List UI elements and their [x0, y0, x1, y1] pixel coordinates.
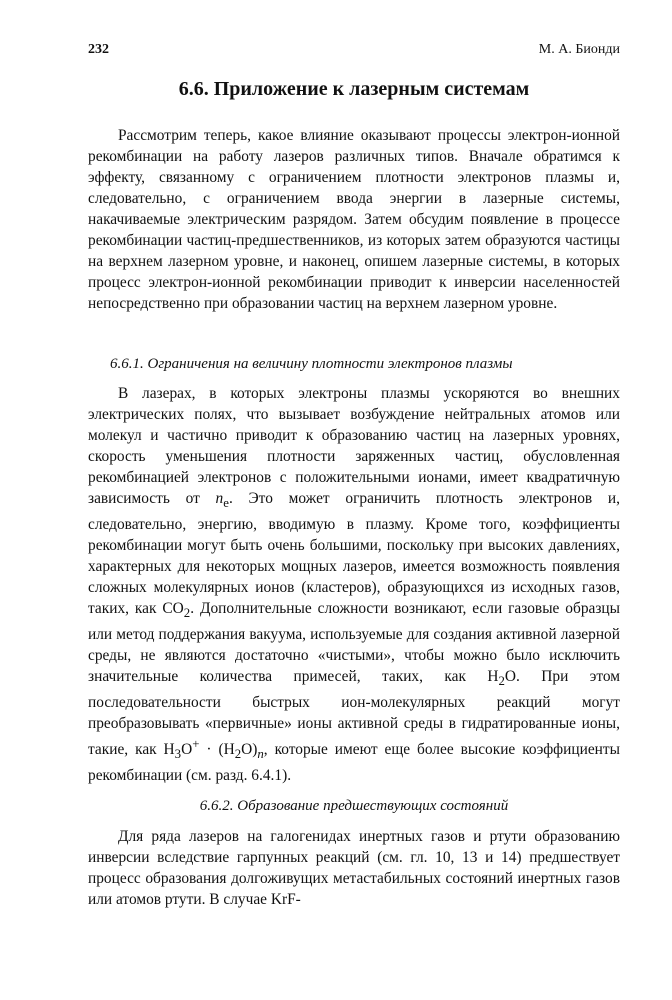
- text-chunk: . Это может ограничить плотность электронов и, следовательно, энергию, вводимую в плазму. Кроме того, коэффициенты рекомбинации могут быть очень большими, поскольку при высоких давлениях, характерных для некоторых мощных лазеров, имеется возможность появления сложных молекулярных ионов (кластеров), образующихся из исходных газов, таких, как CO: [88, 490, 620, 618]
- subsection-title-6-6-2: 6.6.2. Образование предшествующих состояний: [199, 798, 509, 814]
- text-chunk: O: [181, 741, 193, 759]
- page-header: [88, 42, 620, 64]
- subscript-h3o: 3: [174, 747, 182, 762]
- subscript-e: e: [223, 496, 229, 511]
- page-number: 232: [88, 42, 109, 57]
- paragraph-intro: Рассмотрим теперь, какое влияние оказывают процессы электрон-ионной рекомбинации на работу лазеров различных типов. Вначале обратимся к эффекту, связанному с ограничением плотности электронов плазмы и, следовательно, с ограничением ввода энергии в лазерные системы, накачиваемые электрическим разрядом. Затем обсудим появление в процессе рекомбинации частиц-предшественников, из которых затем образуются частицы на верхнем лазерном уровне, и наконец, опишем лазерные системы, в которых процесс электрон-ионной рекомбинации приводит к инверсии населенностей непосредственно при образовании частиц на верхнем лазерном уровне.: [88, 127, 620, 312]
- subscript-h2o: 2: [498, 674, 505, 689]
- running-head-author: М. А. Бионди: [538, 42, 620, 57]
- text-chunk: , которые имеют еще более высокие коэффициенты рекомбинации (см. разд. 6.4.1).: [88, 741, 620, 785]
- superscript-plus: +: [192, 737, 200, 752]
- text-chunk: O. При этом последовательности быстрых ион-молекулярных реакций могут преобразовывать «первичные» ионы активной среды в гидратированные ионы, такие, как H: [88, 668, 620, 759]
- paragraph-electron-density: [88, 383, 620, 786]
- variable-n: n: [215, 490, 224, 507]
- text-chunk: . Дополнительные сложности возникают, если газовые образцы или метод поддержания вакуума, используемые для создания активной лазерной среды, не являются достаточно «чистыми», чтобы можно было исключить значительные количества примесей, таких, как H: [88, 600, 620, 686]
- variable-n-cluster: n: [257, 747, 264, 762]
- subscript-co2: 2: [183, 606, 191, 621]
- paragraph-precursor-states: Для ряда лазеров на галогенидах инертных газов и ртути образованию инверсии вследствие гарпунных реакций (см. гл. 10, 13 и 14) предшествует процесс образования долгоживущих метастабильных состояний инертных газов или атомов ртути. В случае KrF-: [88, 828, 620, 908]
- text-chunk: · (H: [199, 741, 235, 759]
- text-chunk: O): [241, 741, 258, 759]
- section-title: 6.6. Приложение к лазерным системам: [178, 78, 530, 100]
- subsection-title-6-6-1: 6.6.1. Ограничения на величину плотности электронов плазмы: [110, 356, 513, 372]
- subscript-cluster-h2: 2: [234, 747, 242, 762]
- text-chunk: В лазерах, в которых электроны плазмы ускоряются во внешних электрических полях, что вызывает возбуждение нейтральных атомов или молекул и частично приводит к образованию частиц на лазерных уровнях, скорость уменьшения плотности заряженных частиц, обусловленная рекомбинацией электронов с положительными ионами, имеет квадратичную зависимость от: [88, 385, 620, 507]
